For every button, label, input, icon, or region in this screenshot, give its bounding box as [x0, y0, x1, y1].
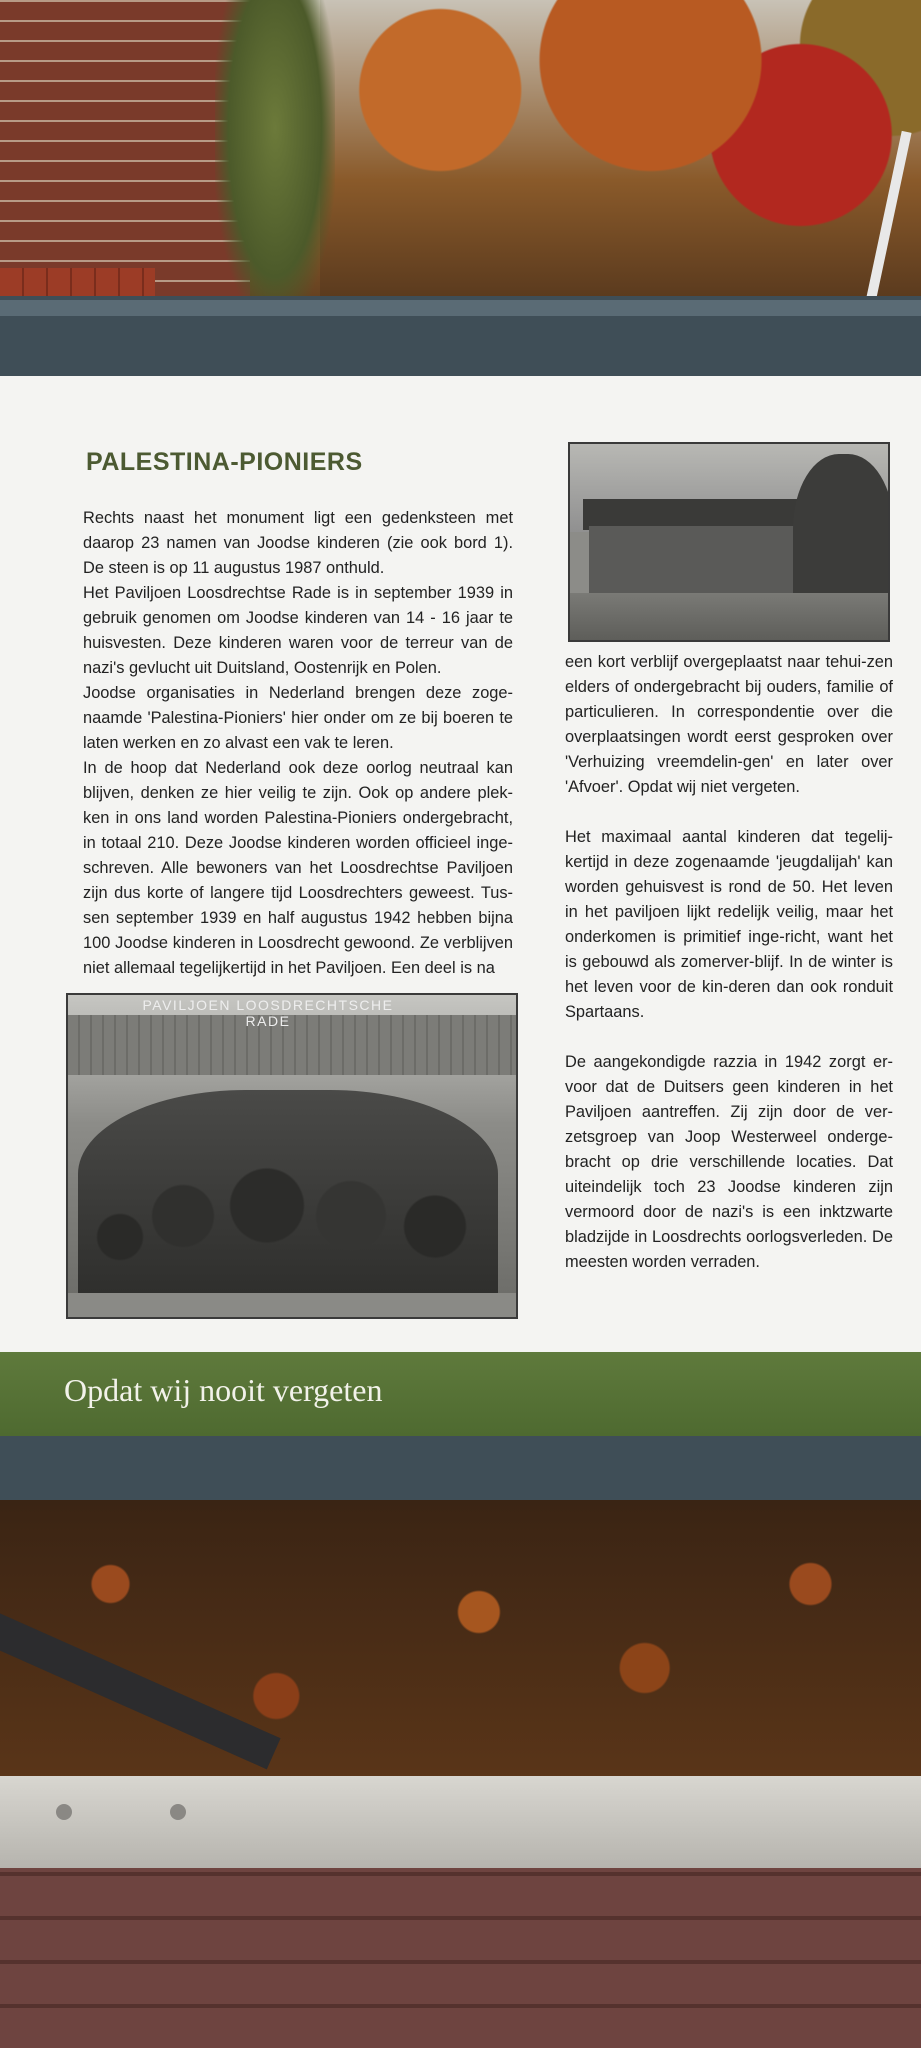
paragraph: Joodse organisaties in Nederland brengen deze zoge-naamde 'Palestina-Pioniers' hier onder om ze bij boeren te laten werken en zo alvast een vak te leren.	[83, 684, 513, 752]
ivy	[215, 0, 335, 320]
concrete-curb	[0, 1776, 921, 1868]
brick-pavement	[0, 1868, 921, 2048]
paragraph: Het Paviljoen Loosdrechtse Rade is in september 1939 in gebruik genomen om Joodse kinderen van 14 - 16 jaar te huisvesten. Deze kinderen waren voor de terreur van de nazi's gevlucht uit Duitsland, Oostenrijk en Polen.	[83, 584, 513, 677]
bolt	[56, 1804, 72, 1820]
paragraph: een kort verblijf overgeplaatst naar tehui-zen elders of ondergebracht bij ouders, familie of particulieren. In correspondentie over die overplaatsingen wordt eerst gesproken over 'Verhuizing vreemdelin-gen' en later over 'Afvoer'. Opdat wij niet vergeten.	[565, 653, 893, 796]
group-of-people	[78, 1090, 498, 1300]
paragraph: Rechts naast het monument ligt een gedenksteen met daarop 23 namen van Joodse kinderen (zie ook bord 1). De steen is op 11 augustus 1987 onthuld.	[83, 509, 513, 577]
paragraph: In de hoop dat Nederland ook deze oorlog neutraal kan blijven, denken ze hier veilig te zijn. Ook op andere plek-ken in ons land worden Palestina-Pioniers ondergebracht, in totaal 210. Deze Joodse kinderen worden officieel inge-schreven. Alle bewoners van het Loosdrechtse Paviljoen zijn dus korte of langere tijd Loosdrechters geweest. Tus-sen september 1939 en half augustus 1942 hebben bijna 100 Joodse kinderen in Loosdrecht gewoond. Ze verblijven niet allemaal tegelijkertijd in het Paviljoen. Een deel is na	[83, 759, 513, 977]
photo-sign-text: PAVILJOEN LOOSDRECHTSCHE RADE	[142, 997, 394, 1029]
autumn-leaves-ground	[0, 1500, 921, 1780]
autumn-trees	[320, 0, 921, 300]
paragraph: Het maximaal aantal kinderen dat tegelij-kertijd in deze zogenaamde 'jeugdalijah' kan worden gehuisvest is rond de 50. Het leven in het paviljoen lijkt redelijk veilig, maar het onderkomen is primitief inge-richt, want het is gebouwd als zomerver-blijf. In de winter is het leven voor de kin-deren dan ook ronduit Spartaans.	[565, 828, 893, 1021]
house-photo	[568, 442, 890, 642]
paragraph: De aangekondigde razzia in 1942 zorgt er-voor dat de Duitsers geen kinderen in het Paviljoen aantreffen. Zij zijn door de ver-zetsgroep van Joop Westerweel onderge-bracht op drie verschillende locaties. Dat uiteindelijk toch 23 Joodse kinderen zijn vermoord door de nazi's is een inktzwarte bladzijde in Loosdrechts oorlogsverleden. De meesten worden verraden.	[565, 1053, 893, 1271]
right-text-column	[565, 650, 893, 1275]
group-photo	[66, 993, 518, 1319]
left-text-column	[83, 506, 513, 981]
sign-title: PALESTINA-PIONIERS	[86, 448, 363, 476]
banner-text: Opdat wij nooit vergeten	[64, 1372, 383, 1408]
background-scene	[0, 0, 921, 320]
bolt	[170, 1804, 186, 1820]
sign-frame-edge	[0, 300, 921, 316]
